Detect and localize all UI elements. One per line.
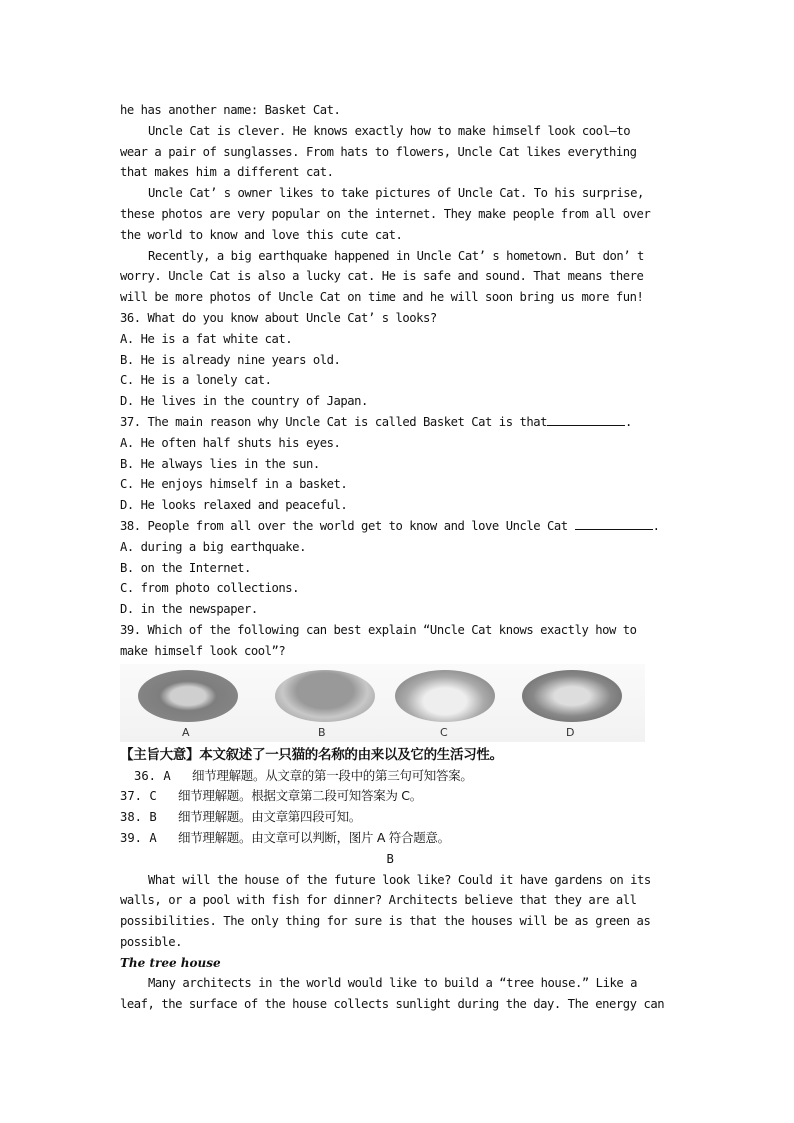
option-a: A. during a big earthquake. [120, 539, 306, 554]
stem-end: . [625, 414, 632, 429]
question-37 [120, 412, 680, 516]
paragraph-line: Many architects in the world would like to build a “tree house.” Like a [148, 976, 638, 991]
stem-end: . [652, 518, 660, 533]
option-d: D. in the newspaper. [120, 602, 258, 617]
question-stem: 39. Which of the following can best explain “Uncle Cat knows exactly how to [120, 622, 637, 637]
question-36 [120, 308, 680, 412]
answer-number: 37. C [120, 789, 157, 804]
picture-label-b: B [318, 725, 326, 739]
cat-picture-a [138, 670, 238, 722]
paragraph-line: that makes him a different cat. [120, 165, 334, 180]
option-a: A. He often half shuts his eyes. [120, 435, 341, 450]
option-b: B. He always lies in the sun. [120, 456, 320, 471]
paragraph-line: possibilities. The only thing for sure is that the houses will be as green as [120, 914, 651, 929]
paragraph-line: he has another name: Basket Cat. [120, 103, 341, 117]
option-a: A. He is a fat white cat. [120, 331, 293, 346]
picture-label-d: D [566, 725, 575, 739]
question-stem-line [120, 412, 680, 433]
passage-a [120, 100, 680, 308]
document-page [120, 100, 680, 1015]
option-b: B. He is already nine years old. [120, 352, 341, 367]
option-c: C. He is a lonely cat. [120, 373, 272, 388]
answer-key [120, 744, 680, 849]
paragraph-line: Uncle Cat is clever. He knows exactly how to make himself look cool—to [148, 123, 631, 138]
option-d: D. He lives in the country of Japan. [120, 394, 368, 409]
section-label: B [386, 851, 394, 866]
paragraph-line: the world to know and love this cute cat. [120, 227, 403, 242]
answer-item [120, 828, 680, 849]
question-stem: 38. People from all over the world get to know and love Uncle Cat [120, 518, 575, 533]
paragraph-line: Recently, a big earthquake happened in Uncle Cat’ s hometown. But don’ t [148, 248, 644, 263]
option-b: B. on the Internet. [120, 560, 251, 575]
answer-explanation: 细节理解题。从文章的第一段中的第三句可知答案。 [192, 767, 473, 783]
paragraph-line: worry. Uncle Cat is also a lucky cat. He is safe and sound. That means there [120, 269, 644, 284]
question-stem-continued: make himself look cool”? [120, 643, 286, 658]
passage-b [120, 849, 680, 1015]
paragraph-line: possible. [120, 934, 182, 949]
main-idea-heading: 【主旨大意】本文叙述了一只猫的名称的由来以及它的生活习性。 [120, 746, 503, 763]
answer-item [120, 766, 680, 787]
paragraph-line: these photos are very popular on the internet. They make people from all over [120, 206, 651, 221]
paragraph-line: leaf, the surface of the house collects sunlight during the day. The energy can [120, 997, 665, 1012]
paragraph-line: What will the house of the future look like? Could it have gardens on its [148, 872, 651, 887]
question-stem: 36. What do you know about Uncle Cat’ s looks? [120, 310, 437, 325]
answer-number: 36. A [134, 768, 171, 783]
answer-blank [547, 413, 625, 426]
cat-picture-d [522, 670, 622, 722]
picture-label-c: C [440, 725, 448, 739]
paragraph-line: will be more photos of Uncle Cat on time and he will soon bring us more fun! [120, 290, 644, 305]
paragraph-line: walls, or a pool with fish for dinner? Architects believe that they are all [120, 893, 637, 908]
picture-options [120, 664, 645, 742]
paragraph-line: wear a pair of sunglasses. From hats to flowers, Uncle Cat likes everything [120, 144, 637, 159]
paragraph-line: Uncle Cat’ s owner likes to take pictures of Uncle Cat. To his surprise, [148, 186, 644, 201]
answer-blank [575, 517, 653, 530]
answer-explanation: 细节理解题。由文章第四段可知。 [178, 809, 362, 825]
option-c: C. from photo collections. [120, 581, 300, 596]
answer-explanation: 细节理解题。根据文章第二段可知答案为 C。 [178, 788, 422, 804]
cat-picture-b [275, 670, 375, 722]
option-d: D. He looks relaxed and peaceful. [120, 498, 348, 513]
answer-item [120, 807, 680, 828]
option-c: C. He enjoys himself in a basket. [120, 477, 348, 492]
cat-picture-c [395, 670, 495, 722]
question-39 [120, 620, 680, 742]
answer-number: 39. A [120, 830, 157, 845]
question-38 [120, 516, 680, 620]
answer-number: 38. B [120, 810, 157, 825]
answer-item [120, 786, 680, 807]
picture-label-a: A [182, 725, 190, 739]
question-stem: 37. The main reason why Uncle Cat is called Basket Cat is that [120, 414, 548, 429]
answer-explanation: 细节理解题。由文章可以判断，图片 A 符合题意。 [178, 829, 450, 845]
question-stem-line [120, 516, 680, 537]
subheading: The tree house [120, 955, 221, 970]
